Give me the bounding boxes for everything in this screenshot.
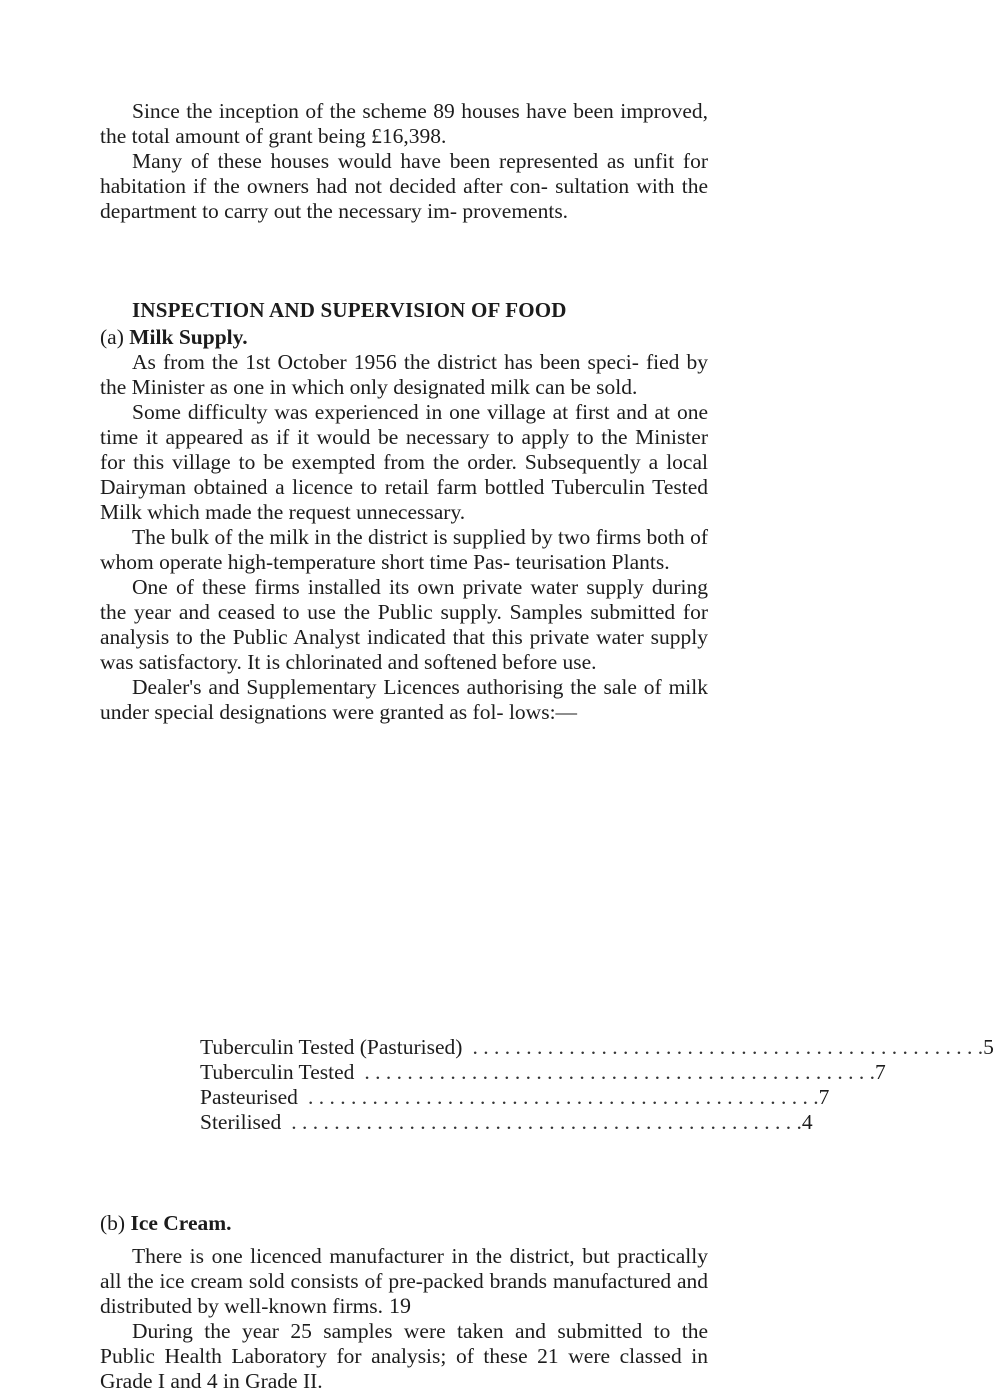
intro-section <box>100 99 708 224</box>
intro-paragraph-2: Many of these houses would have been represented as unfit for habitation if the owners had not decided after con- sultation with the department to carry out the necessary im- provements. <box>100 149 708 223</box>
licences-table <box>200 1035 994 1135</box>
licence-count: 7 <box>818 1085 830 1109</box>
milk-paragraph-1: As from the 1st October 1956 the district has been speci- fied by the Minister as one in which only designated milk can be sold. <box>100 350 708 399</box>
dot-leader: . . . . . . . . . . . . . . . . . . . . . . . . . . . . . . . . . . . . . . . . . . . . . . . . <box>291 1110 802 1134</box>
food-section <box>100 298 708 725</box>
table-row <box>200 1110 813 1135</box>
ice-cream-title: Ice Cream. <box>130 1211 232 1235</box>
ice-cream-paragraph-2: During the year 25 samples were taken and submitted to the Public Health Laboratory for analysis; of these 21 were classed in Grade I and 4 in Grade II. <box>100 1319 708 1393</box>
milk-title: Milk Supply. <box>129 325 248 349</box>
licence-label: Sterilised <box>200 1110 282 1134</box>
page-number: 19 <box>389 1293 411 1318</box>
dot-leader: . . . . . . . . . . . . . . . . . . . . . . . . . . . . . . . . . . . . . . . . . . . . . . . . <box>307 1085 819 1109</box>
milk-marker: (a) <box>100 325 124 349</box>
table-row <box>200 1035 994 1060</box>
licence-label: Tuberculin Tested (Pasturised) <box>200 1035 463 1059</box>
table-row <box>200 1060 886 1085</box>
ice-cream-subheading <box>100 1211 708 1236</box>
milk-paragraph-5: Dealer's and Supplementary Licences authorising the sale of milk under special designations were granted as fol- lows:— <box>100 675 708 724</box>
table-row <box>200 1085 830 1110</box>
milk-paragraph-2: Some difficulty was experienced in one village at first and at one time it appeared as if it would be necessary to apply to the Minister for this village to be exempted from the order. Subsequently a local Dairyman obtained a licence to retail farm bottled Tuberculin Tested Milk which made the request unnecessary. <box>100 400 708 524</box>
dot-leader: . . . . . . . . . . . . . . . . . . . . . . . . . . . . . . . . . . . . . . . . . . . . . . . . <box>364 1060 875 1084</box>
intro-paragraph-1: Since the inception of the scheme 89 houses have been improved, the total amount of grant being £16,398. <box>100 99 708 148</box>
section-heading: INSPECTION AND SUPERVISION OF FOOD <box>132 298 567 322</box>
licence-count: 5 <box>983 1035 994 1059</box>
licence-label: Tuberculin Tested <box>200 1060 355 1084</box>
ice-cream-paragraph-1: There is one licenced manufacturer in the district, but practically all the ice cream sold consists of pre-packed brands manufactured and distributed by well-known firms. <box>100 1244 708 1318</box>
licence-label: Pasteurised <box>200 1085 298 1109</box>
milk-paragraph-3: The bulk of the milk in the district is supplied by two firms both of whom operate high-temperature short time Pas- teurisation Plants. <box>100 525 708 574</box>
ice-cream-marker: (b) <box>100 1211 126 1235</box>
milk-subheading <box>100 325 708 350</box>
licence-count: 7 <box>875 1060 886 1084</box>
milk-paragraph-4: One of these firms installed its own private water supply during the year and ceased to use the Public supply. Samples submitted for analysis to the Public Analyst indicated that this private water supply was satisfactory. It is chlorinated and softened before use. <box>100 575 708 674</box>
licence-count: 4 <box>801 1110 813 1134</box>
dot-leader: . . . . . . . . . . . . . . . . . . . . . . . . . . . . . . . . . . . . . . . . . . . . . . . . <box>472 1035 984 1059</box>
